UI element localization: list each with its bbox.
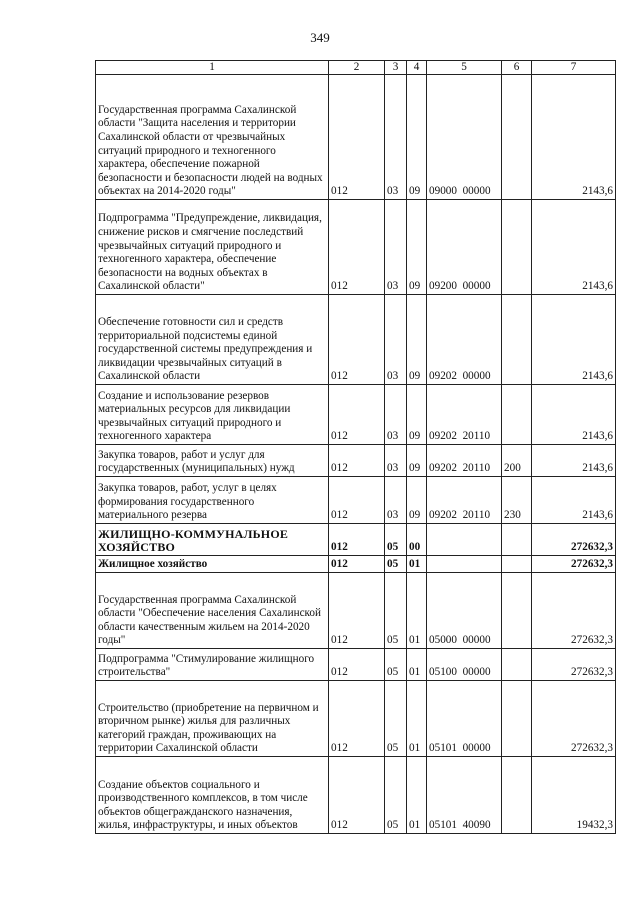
table-row [96, 573, 616, 649]
row-expense-type [502, 649, 532, 681]
row-name: Подпрограмма "Предупреждение, ликвидация, снижение рисков и смягчение последствий чрезвычайных ситуаций природного и техногенного характера, обеспечение безопасности на водных объектах в Сахалинской области" [96, 200, 329, 295]
header-col-7: 7 [532, 61, 616, 75]
row-ministry: 012 [329, 200, 385, 295]
row-expense-type [502, 200, 532, 295]
table-row-section [96, 524, 616, 556]
row-section: 03 [385, 75, 407, 200]
row-ministry: 012 [329, 556, 385, 573]
row-expense-type [502, 556, 532, 573]
row-section: 05 [385, 649, 407, 681]
row-ministry: 012 [329, 75, 385, 200]
row-subsection: 09 [407, 200, 427, 295]
row-name: Строительство (приобретение на первичном и вторичном рынке) жилья для различных категорий граждан, проживающих на территории Сахалинской области [96, 681, 329, 757]
row-subsection: 00 [407, 524, 427, 556]
row-section: 05 [385, 757, 407, 834]
row-ministry: 012 [329, 477, 385, 524]
row-name: Закупка товаров, работ и услуг для государственных (муниципальных) нужд [96, 445, 329, 477]
row-amount: 272632,3 [532, 524, 616, 556]
row-name: Создание объектов социального и производственного комплексов, в том числе объектов общегражданского назначения, жилья, инфраструктуры, и иных объектов [96, 757, 329, 834]
row-amount: 2143,6 [532, 445, 616, 477]
row-target: 05100 00000 [427, 649, 502, 681]
row-subsection: 01 [407, 681, 427, 757]
row-ministry: 012 [329, 295, 385, 385]
row-target: 09202 20110 [427, 445, 502, 477]
table-header-row [96, 61, 616, 75]
row-expense-type [502, 524, 532, 556]
row-target: 05000 00000 [427, 573, 502, 649]
row-ministry: 012 [329, 385, 385, 445]
row-target [427, 556, 502, 573]
row-target: 05101 40090 [427, 757, 502, 834]
row-subsection: 01 [407, 757, 427, 834]
row-expense-type [502, 573, 532, 649]
table-row [96, 477, 616, 524]
row-section: 05 [385, 573, 407, 649]
row-amount: 19432,3 [532, 757, 616, 834]
row-section: 05 [385, 556, 407, 573]
header-col-4: 4 [407, 61, 427, 75]
row-name: Закупка товаров, работ, услуг в целях формирования государственного материального резерва [96, 477, 329, 524]
row-subsection: 09 [407, 385, 427, 445]
table-row [96, 649, 616, 681]
row-expense-type [502, 385, 532, 445]
row-subsection: 01 [407, 649, 427, 681]
row-target [427, 524, 502, 556]
row-amount: 272632,3 [532, 649, 616, 681]
table-row-subsection [96, 556, 616, 573]
row-amount: 2143,6 [532, 385, 616, 445]
row-section: 03 [385, 385, 407, 445]
row-target: 05101 00000 [427, 681, 502, 757]
row-amount: 2143,6 [532, 75, 616, 200]
row-subsection: 09 [407, 445, 427, 477]
row-ministry: 012 [329, 524, 385, 556]
header-col-3: 3 [385, 61, 407, 75]
row-name: Жилищное хозяйство [96, 556, 329, 573]
table-row [96, 295, 616, 385]
budget-table [95, 60, 616, 834]
row-target: 09200 00000 [427, 200, 502, 295]
row-amount: 2143,6 [532, 295, 616, 385]
row-expense-type [502, 75, 532, 200]
row-name: Подпрограмма "Стимулирование жилищного строительства" [96, 649, 329, 681]
row-expense-type: 230 [502, 477, 532, 524]
header-col-5: 5 [427, 61, 502, 75]
row-amount: 2143,6 [532, 200, 616, 295]
row-ministry: 012 [329, 681, 385, 757]
header-col-1: 1 [96, 61, 329, 75]
table-row [96, 757, 616, 834]
header-col-2: 2 [329, 61, 385, 75]
row-ministry: 012 [329, 757, 385, 834]
row-amount: 272632,3 [532, 556, 616, 573]
row-amount: 2143,6 [532, 477, 616, 524]
row-amount: 272632,3 [532, 573, 616, 649]
row-subsection: 01 [407, 556, 427, 573]
row-subsection: 09 [407, 75, 427, 200]
row-name: Обеспечение готовности сил и средств территориальной подсистемы единой государственной системы предупреждения и ликвидации чрезвычайных ситуаций в Сахалинской области [96, 295, 329, 385]
row-expense-type [502, 757, 532, 834]
row-ministry: 012 [329, 445, 385, 477]
row-name: Государственная программа Сахалинской области "Защита населения и территории Сахалинской области от чрезвычайных ситуаций природного и техногенного характера, обеспечение пожарной безопасности и безопасности людей на водных объектах на 2014-2020 годы" [96, 75, 329, 200]
row-section: 05 [385, 681, 407, 757]
row-name: Создание и использование резервов материальных ресурсов для ликвидации чрезвычайных ситуаций природного и техногенного характера [96, 385, 329, 445]
row-expense-type: 200 [502, 445, 532, 477]
row-ministry: 012 [329, 573, 385, 649]
row-name: ЖИЛИЩНО-КОММУНАЛЬНОЕ ХОЗЯЙСТВО [96, 524, 329, 556]
table-row [96, 681, 616, 757]
table-row [96, 75, 616, 200]
row-amount: 272632,3 [532, 681, 616, 757]
row-section: 03 [385, 295, 407, 385]
row-expense-type [502, 295, 532, 385]
table-row [96, 385, 616, 445]
page-number: 349 [310, 30, 330, 45]
row-section: 03 [385, 445, 407, 477]
row-section: 05 [385, 524, 407, 556]
table-row [96, 445, 616, 477]
row-section: 03 [385, 200, 407, 295]
row-target: 09202 00000 [427, 295, 502, 385]
row-target: 09202 20110 [427, 385, 502, 445]
row-target: 09000 00000 [427, 75, 502, 200]
header-col-6: 6 [502, 61, 532, 75]
row-name: Государственная программа Сахалинской области "Обеспечение населения Сахалинской области качественным жильем на 2014-2020 годы" [96, 573, 329, 649]
row-target: 09202 20110 [427, 477, 502, 524]
table-row [96, 200, 616, 295]
row-subsection: 01 [407, 573, 427, 649]
row-ministry: 012 [329, 649, 385, 681]
row-section: 03 [385, 477, 407, 524]
row-expense-type [502, 681, 532, 757]
row-subsection: 09 [407, 295, 427, 385]
row-subsection: 09 [407, 477, 427, 524]
